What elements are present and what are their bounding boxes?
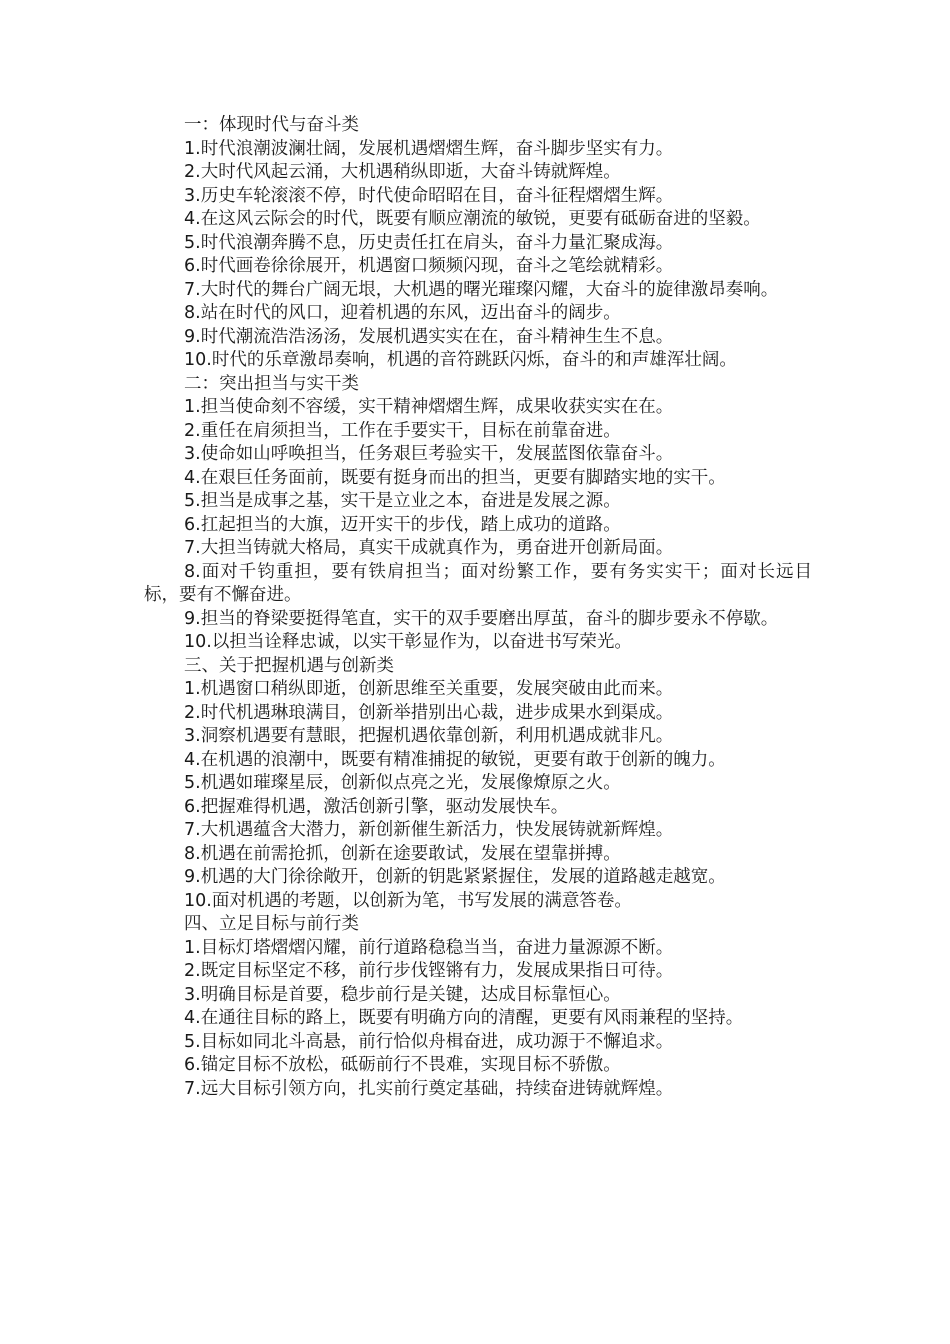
list-item: 1.担当使命刻不容缓，实干精神熠熠生辉，成果收获实实在在。 [184, 397, 674, 417]
list-item: 8.面对千钧重担，要有铁肩担当；面对纷繁工作，要有务实实干；面对长远目标，要有不懈奋进。 [144, 561, 812, 605]
list-item: 5.时代浪潮奔腾不息，历史责任扛在肩头，奋斗力量汇聚成海。 [184, 232, 674, 253]
list-item: 3.洞察机遇要有慧眼，把握机遇依靠创新，利用机遇成就非凡。 [184, 726, 674, 746]
list-item: 8.机遇在前需抢抓，创新在途要敢试，发展在望靠拼搏。 [184, 843, 621, 864]
list-item: 2.重任在肩须担当，工作在手要实干，目标在前靠奋进。 [184, 420, 621, 441]
list-item: 1.机遇窗口稍纵即逝，创新思维至关重要，发展突破由此而来。 [184, 679, 674, 699]
list-item: 7.大担当铸就大格局，真实干成就真作为，勇奋进开创新局面。 [184, 538, 674, 558]
list-item: 2.大时代风起云涌，大机遇稍纵即逝，大奋斗铸就辉煌。 [184, 162, 621, 182]
list-item: 9.时代潮流浩浩汤汤，发展机遇实实在在，奋斗精神生生不息。 [184, 326, 674, 347]
list-item: 4.在这风云际会的时代，既要有顺应潮流的敏锐，更要有砥砺奋进的坚毅。 [184, 209, 761, 229]
list-item: 2.既定目标坚定不移，前行步伐铿锵有力，发展成果指日可待。 [184, 961, 674, 981]
list-item: 7.远大目标引领方向，扎实前行奠定基础，持续奋进铸就辉煌。 [184, 1078, 674, 1099]
list-item: 10.以担当诠释忠诚，以实干彰显作为，以奋进书写荣光。 [184, 632, 632, 652]
list-item: 1.目标灯塔熠熠闪耀，前行道路稳稳当当，奋进力量源源不断。 [184, 937, 674, 958]
list-item: 7.大机遇蕴含大潜力，新创新催生新活力，快发展铸就新辉煌。 [184, 820, 674, 840]
list-item: 9.担当的脊梁要挺得笔直，实干的双手要磨出厚茧，奋斗的脚步要永不停歇。 [184, 608, 779, 629]
list-item: 8.站在时代的风口，迎着机遇的东风，迈出奋斗的阔步。 [184, 303, 621, 323]
list-item: 10.时代的乐章激昂奏响，机遇的音符跳跃闪烁，奋斗的和声雄浑壮阔。 [184, 350, 737, 370]
list-item: 3.历史车轮滚滚不停，时代使命昭昭在目，奋斗征程熠熠生辉。 [184, 185, 674, 206]
list-item: 9.机遇的大门徐徐敞开，创新的钥匙紧紧握住，发展的道路越走越宽。 [184, 867, 726, 887]
list-item: 2.时代机遇琳琅满目，创新举措别出心裁，进步成果水到渠成。 [184, 702, 674, 723]
list-item: 7.大时代的舞台广阔无垠，大机遇的曙光璀璨闪耀，大奋斗的旋律激昂奏响。 [184, 279, 779, 300]
list-item: 6.时代画卷徐徐展开，机遇窗口频频闪现，奋斗之笔绘就精彩。 [184, 256, 674, 276]
list-item: 1.时代浪潮波澜壮阔，发展机遇熠熠生辉，奋斗脚步坚实有力。 [184, 138, 674, 159]
list-item: 3.使命如山呼唤担当，任务艰巨考验实干，发展蓝图依靠奋斗。 [184, 444, 674, 464]
list-item: 5.机遇如璀璨星辰，创新似点亮之光，发展像燎原之火。 [184, 773, 621, 793]
list-item: 5.担当是成事之基，实干是立业之本，奋进是发展之源。 [184, 491, 621, 511]
list-item: 6.把握难得机遇，激活创新引擎，驱动发展快车。 [184, 796, 569, 817]
list-item: 4.在艰巨任务面前，既要有挺身而出的担当，更要有脚踏实地的实干。 [184, 467, 726, 488]
document-body [144, 114, 812, 1101]
section-heading: 二：突出担当与实干类 [184, 373, 359, 394]
list-item: 3.明确目标是首要，稳步前行是关键，达成目标靠恒心。 [184, 984, 621, 1005]
list-item: 4.在通往目标的路上，既要有明确方向的清醒，更要有风雨兼程的坚持。 [184, 1008, 744, 1028]
list-item: 6.锚定目标不放松，砥砺前行不畏难，实现目标不骄傲。 [184, 1055, 621, 1075]
section-heading: 一：体现时代与奋斗类 [184, 115, 359, 135]
section-heading: 三、关于把握机遇与创新类 [184, 655, 394, 676]
list-item: 4.在机遇的浪潮中，既要有精准捕捉的敏锐，更要有敢于创新的魄力。 [184, 749, 726, 770]
list-item: 6.扛起担当的大旗，迈开实干的步伐，踏上成功的道路。 [184, 514, 621, 535]
list-item: 5.目标如同北斗高悬，前行恰似舟楫奋进，成功源于不懈追求。 [184, 1031, 674, 1052]
list-item: 10.面对机遇的考题，以创新为笔，书写发展的满意答卷。 [184, 890, 632, 911]
section-heading: 四、立足目标与前行类 [184, 914, 359, 934]
